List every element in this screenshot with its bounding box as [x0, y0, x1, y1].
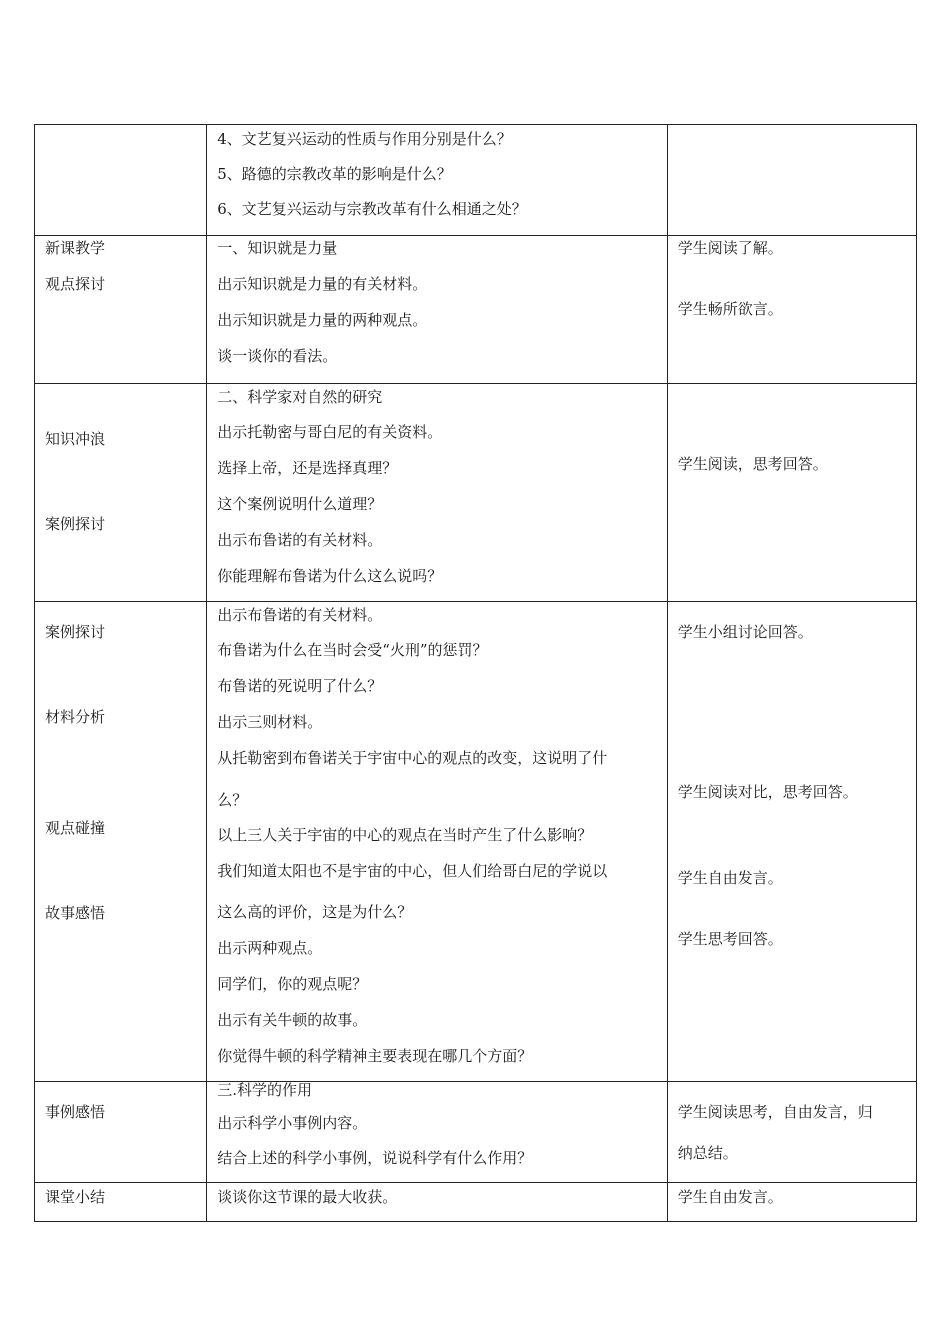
- teacher-line: 4、文艺复兴运动的性质与作用分别是什么？: [217, 130, 512, 148]
- student-line: 学生阅读对比，思考回答。: [677, 783, 858, 801]
- stage-cell: [35, 125, 207, 236]
- teacher-line: 选择上帝，还是选择真理？: [217, 459, 398, 477]
- table-row: [35, 125, 917, 236]
- student-activity-cell: [667, 602, 916, 1082]
- student-line: 学生思考回答。: [677, 930, 783, 948]
- teacher-line: 出示知识就是力量的两种观点。: [217, 311, 428, 329]
- student-line: 学生小组讨论回答。: [677, 623, 813, 641]
- stage-label: 观点探讨: [45, 275, 106, 293]
- stage-cell: [35, 384, 207, 602]
- teacher-line: 三.科学的作用: [217, 1081, 312, 1099]
- teacher-line: 这么高的评价，这是为什么？: [217, 903, 413, 921]
- teacher-activity-cell: [207, 1082, 668, 1183]
- student-activity-cell: [667, 1183, 916, 1222]
- teacher-line: 一、知识就是力量: [217, 239, 338, 257]
- stage-label: 材料分析: [45, 708, 106, 726]
- student-line: 学生畅所欲言。: [677, 300, 783, 318]
- teacher-line: 出示科学小事例内容。: [217, 1114, 368, 1132]
- stage-label: 课堂小结: [45, 1188, 106, 1206]
- teacher-line: 这个案例说明什么道理？: [217, 495, 383, 513]
- student-line: 学生阅读了解。: [677, 239, 783, 257]
- table-row: [35, 602, 917, 1082]
- teacher-line: 从托勒密到布鲁诺关于宇宙中心的观点的改变，这说明了什: [217, 749, 608, 767]
- student-line: 纳总结。: [677, 1144, 738, 1162]
- teacher-line: 么？: [217, 791, 248, 809]
- teacher-line: 出示布鲁诺的有关材料。: [217, 606, 383, 624]
- student-activity-cell: [667, 236, 916, 384]
- student-activity-cell: [667, 384, 916, 602]
- student-activity-cell: [667, 125, 916, 236]
- teacher-line: 我们知道太阳也不是宇宙的中心，但人们给哥白尼的学说以: [217, 862, 608, 880]
- stage-label: 观点碰撞: [45, 819, 106, 837]
- teacher-line: 谈一谈你的看法。: [217, 347, 338, 365]
- teacher-line: 谈谈你这节课的最大收获。: [217, 1188, 398, 1206]
- teacher-line: 出示托勒密与哥白尼的有关资料。: [217, 423, 443, 441]
- teacher-line: 出示三则材料。: [217, 713, 323, 731]
- teacher-line: 结合上述的科学小事例，说说科学有什么作用？: [217, 1149, 533, 1167]
- stage-cell: [35, 602, 207, 1082]
- table-row: [35, 236, 917, 384]
- teacher-line: 出示有关牛顿的故事。: [217, 1011, 368, 1029]
- teacher-line: 二、科学家对自然的研究: [217, 388, 383, 406]
- teacher-line: 出示布鲁诺的有关材料。: [217, 531, 383, 549]
- teacher-activity-cell: [207, 236, 668, 384]
- stage-cell: [35, 1082, 207, 1183]
- teacher-line: 布鲁诺为什么在当时会受“火刑”的惩罚？: [217, 641, 488, 659]
- stage-label: 故事感悟: [45, 904, 106, 922]
- student-line: 学生阅读，思考回答。: [677, 455, 828, 473]
- student-line: 学生阅读思考，自由发言，归: [677, 1103, 873, 1121]
- teacher-line: 你能理解布鲁诺为什么这么说吗？: [217, 567, 443, 585]
- lesson-plan-table: [34, 124, 917, 1222]
- teacher-activity-cell: [207, 384, 668, 602]
- stage-cell: [35, 236, 207, 384]
- stage-label: 知识冲浪: [45, 430, 106, 448]
- teacher-line: 6、文艺复兴运动与宗教改革有什么相通之处？: [217, 200, 527, 218]
- teacher-line: 同学们，你的观点呢？: [217, 975, 368, 993]
- teacher-line: 出示知识就是力量的有关材料。: [217, 275, 428, 293]
- teacher-activity-cell: [207, 125, 668, 236]
- student-line: 学生自由发言。: [677, 869, 783, 887]
- student-line: 学生自由发言。: [677, 1188, 783, 1206]
- table-row: [35, 1183, 917, 1222]
- table-row: [35, 1082, 917, 1183]
- teacher-line: 布鲁诺的死说明了什么？: [217, 677, 383, 695]
- teacher-line: 以上三人关于宇宙的中心的观点在当时产生了什么影响？: [217, 826, 593, 844]
- teacher-activity-cell: [207, 602, 668, 1082]
- stage-cell: [35, 1183, 207, 1222]
- teacher-line: 出示两种观点。: [217, 939, 323, 957]
- teacher-activity-cell: [207, 1183, 668, 1222]
- stage-label: 事例感悟: [45, 1103, 106, 1121]
- stage-label: 案例探讨: [45, 623, 106, 641]
- teacher-line: 5、路德的宗教改革的影响是什么？: [217, 165, 452, 183]
- table-row: [35, 384, 917, 602]
- stage-label: 新课教学: [45, 239, 106, 257]
- stage-label: 案例探讨: [45, 515, 106, 533]
- student-activity-cell: [667, 1082, 916, 1183]
- teacher-line: 你觉得牛顿的科学精神主要表现在哪几个方面？: [217, 1047, 533, 1065]
